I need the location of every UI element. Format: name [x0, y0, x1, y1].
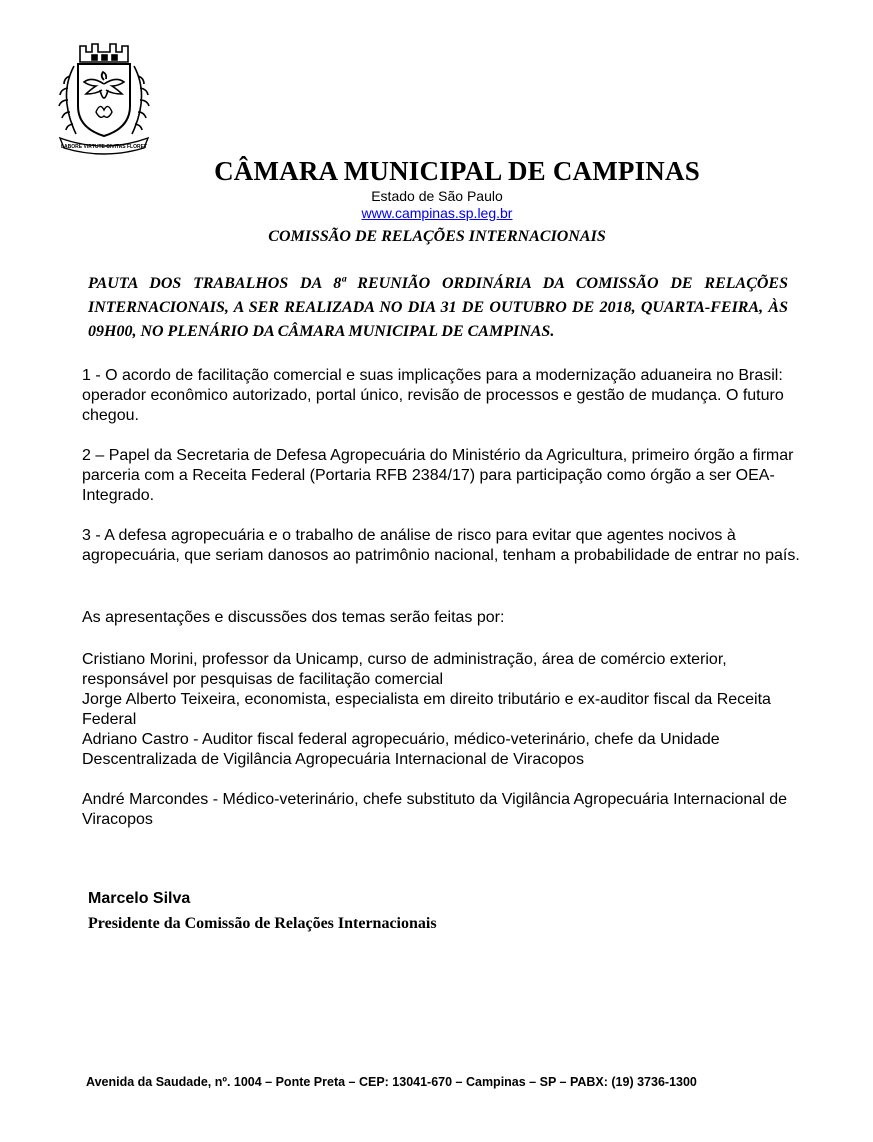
- footer-address: Avenida da Saudade, nº. 1004 – Ponte Preta – CEP: 13041-670 – Campinas – SP – PABX: (19) 3736-1300: [86, 1075, 697, 1089]
- agenda-item-1: 1 - O acordo de facilitação comercial e suas implicações para a modernização aduaneira no Brasil: operador econômico autorizado, portal único, revisão de processos e gestão de mudança. O futuro chegou.: [82, 367, 784, 424]
- signer-role: Presidente da Comissão de Relações Internacionais: [88, 915, 437, 932]
- presenter-item: Jorge Alberto Teixeira, economista, especialista em direito tributário e ex-auditor fiscal da Receita Federal: [82, 691, 771, 728]
- presenter-item: Cristiano Morini, professor da Unicamp, curso de administração, área de comércio exterior, responsável por pesquisas de facilitação comercial: [82, 651, 727, 688]
- page-title: CÂMARA MUNICIPAL DE CAMPINAS: [214, 156, 700, 186]
- agenda-item-3: 3 - A defesa agropecuária e o trabalho de análise de risco para evitar que agentes nocivos à agropecuária, que seriam danosos ao patrimônio nacional, tenham a probabilidade de entrar no país.: [82, 527, 800, 564]
- commission-name: COMISSÃO DE RELAÇÕES INTERNACIONAIS: [268, 228, 606, 245]
- agenda-item-2: 2 – Papel da Secretaria de Defesa Agropecuária do Ministério da Agricultura, primeiro órgão a firmar parceria com a Receita Federal (Portaria RFB 2384/17) para participação como órgão a ser OEA-Integrado.: [82, 447, 794, 504]
- website-link[interactable]: www.campinas.sp.leg.br: [361, 205, 513, 221]
- presenter-item: Adriano Castro - Auditor fiscal federal agropecuário, médico-veterinário, chefe da Unidade Descentralizada de Vigilância Agropecuária Internacional de Viracopos: [82, 731, 720, 768]
- state-subtitle: Estado de São Paulo: [371, 188, 503, 204]
- municipal-coat-of-arms-icon: [40, 36, 168, 158]
- agenda-heading: PAUTA DOS TRABALHOS DA 8ª REUNIÃO ORDINÁRIA DA COMISSÃO DE RELAÇÕES INTERNACIONAIS, A SER REALIZADA NO DIA 31 DE OUTUBRO DE 2018, QUARTA-FEIRA, ÀS 09H00, NO PLENÁRIO DA CÂMARA MUNICIPAL DE CAMPINAS.: [88, 275, 788, 340]
- presenters-list: [82, 650, 802, 830]
- crest-motto: LABORE VIRTUTE CIVITAS FLORET: [60, 144, 148, 150]
- presenter-item: André Marcondes - Médico-veterinário, chefe substituto da Vigilância Agropecuária Internacional de Viracopos: [82, 791, 787, 828]
- signer-name: Marcelo Silva: [88, 890, 191, 907]
- presenters-intro: As apresentações e discussões dos temas serão feitas por:: [82, 609, 505, 626]
